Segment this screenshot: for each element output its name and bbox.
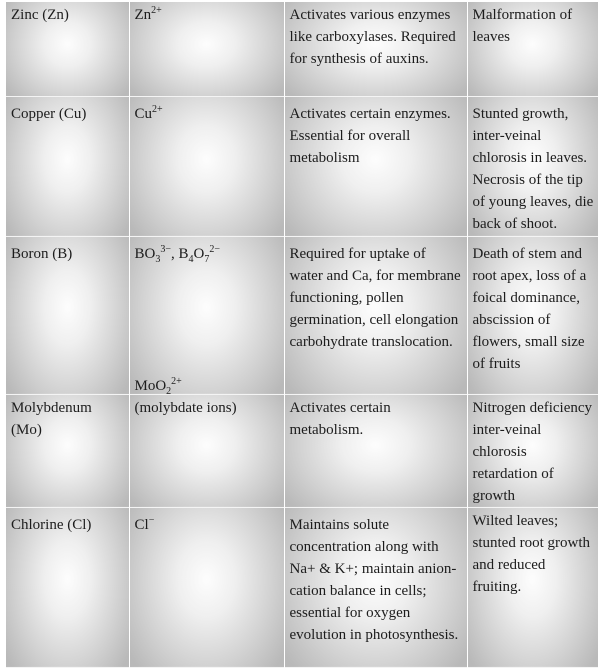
deficiency-cell xyxy=(467,507,598,667)
function-text: Maintains solute concentration along with Na+ & K+; maintain anion-cation balance in cells; essential for oxygen evolution in photosynthesis. xyxy=(289,516,459,643)
ionic-form-cell xyxy=(129,2,284,96)
element-cell xyxy=(6,394,129,507)
deficiency-cell xyxy=(467,96,598,236)
element-cell xyxy=(6,507,129,667)
ionic-form-cell xyxy=(129,375,284,507)
table-row-boron xyxy=(6,236,598,394)
element-name: Chlorine (Cl) xyxy=(11,516,92,533)
ionic-form: Cl− xyxy=(134,514,155,533)
ionic-form: $Cu^{2+}$ xyxy=(134,103,163,122)
table-row-copper xyxy=(6,96,598,236)
ionic-form: $Zn^{2+}$ xyxy=(134,5,162,23)
function-cell xyxy=(284,394,467,507)
table-row-zinc xyxy=(6,2,598,96)
deficiency-text: Death of stem and root apex, loss of a foical dominance, abscission of flowers, small size of fruits xyxy=(472,245,587,372)
deficiency-text: Stunted growth, inter-veinal chlorosis in leaves. Necrosis of the tip of young leaves, die back of shoot. xyxy=(472,105,594,232)
element-cell xyxy=(6,96,129,236)
function-cell xyxy=(284,96,467,236)
element-name: Zinc (Zn) xyxy=(11,7,69,23)
deficiency-text: Nitrogen deficiency inter-veinal chlorosis retardation of growth xyxy=(472,399,593,504)
table-row-molybdenum xyxy=(6,394,598,507)
micronutrient-table xyxy=(6,2,598,668)
deficiency-text: Malformation of leaves xyxy=(472,7,573,45)
deficiency-text: Wilted leaves; stunted root growth and reduced fruiting. xyxy=(472,512,590,595)
function-text: Activates various enzymes like carboxylases. Required for synthesis of auxins. xyxy=(289,7,456,67)
ionic-form-cell xyxy=(129,236,284,394)
element-cell xyxy=(6,2,129,96)
table-row-chlorine xyxy=(6,507,598,667)
element-name: Copper (Cu) xyxy=(11,105,87,122)
deficiency-cell xyxy=(467,2,598,96)
element-name: Molybdenum (Mo) xyxy=(11,399,92,438)
deficiency-cell xyxy=(467,236,598,394)
ionic-form: MoO$_2^{2+}$ xyxy=(134,375,182,397)
function-text: Required for uptake of water and Ca, for membrane functioning, pollen germination, cell elongation carbohydrate translocation. xyxy=(289,245,461,350)
function-cell xyxy=(284,507,467,667)
element-name: Boron (B) xyxy=(11,245,73,262)
element-cell xyxy=(6,236,129,394)
deficiency-cell xyxy=(467,394,598,507)
ionic-form-cell xyxy=(129,507,284,667)
function-text: Activates certain enzymes. Essential for overall metabolism xyxy=(289,105,451,166)
function-cell xyxy=(284,2,467,96)
ionic-form-cell xyxy=(129,96,284,236)
function-text: Activates certain metabolism. xyxy=(289,399,391,438)
function-cell xyxy=(284,236,467,394)
ionic-form: $BO_3^{3-}$, $B_4O_7^{2-}$ xyxy=(134,243,220,265)
ionic-form-note: (molybdate ions) xyxy=(134,399,237,416)
